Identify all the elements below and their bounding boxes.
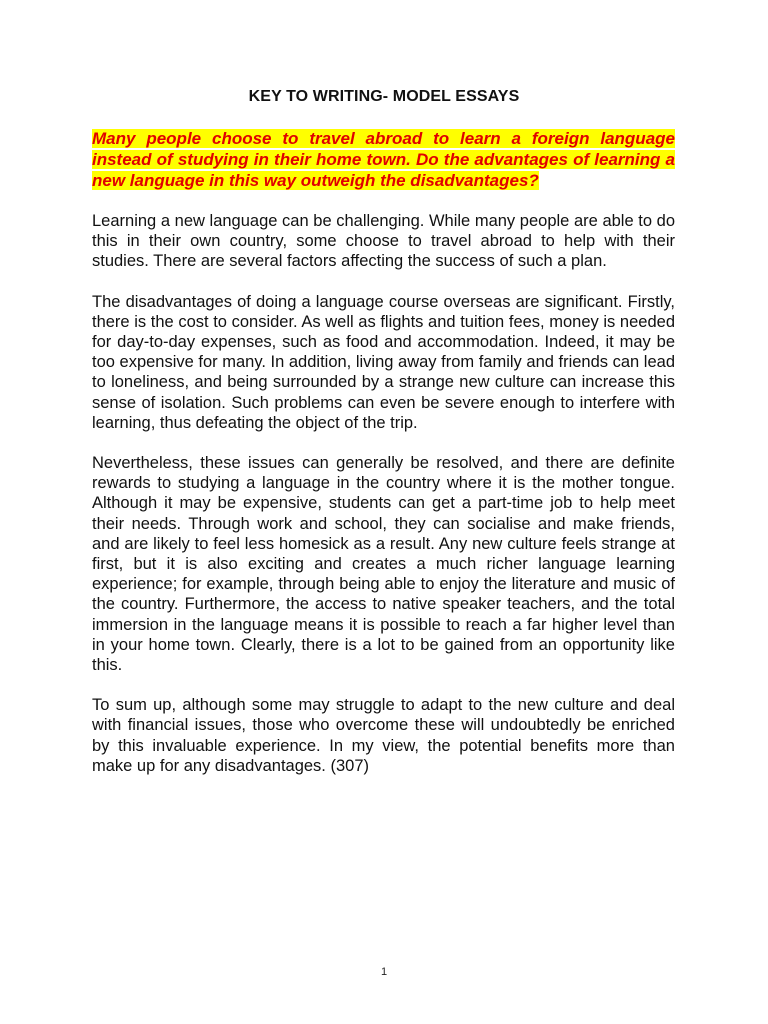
essay-paragraph-conclusion: To sum up, although some may struggle to adapt to the new culture and deal with financial issues, those who overcome these will undoubtedly be enriched by this invaluable experience. In my view, the potential benefits more than make up for any disadvantages. (307) [92, 696, 675, 775]
essay-paragraph-introduction: Learning a new language can be challenging. While many people are able to do this in their own country, some choose to travel abroad to help with their studies. There are several factors affecting the success of such a plan. [92, 212, 675, 271]
essay-question-text: Many people choose to travel abroad to learn a foreign language instead of studying in their home town. Do the advantages of learning a new language in this way outweigh the disadvantages? [92, 129, 675, 190]
essay-body [92, 211, 675, 796]
essay-question [92, 128, 675, 191]
page-number: 1 [380, 966, 388, 978]
essay-paragraph-disadvantages: The disadvantages of doing a language course overseas are significant. Firstly, there is the cost to consider. As well as flights and tuition fees, money is needed for day-to-day expenses, such as food and accommodation. Indeed, it may be too expensive for many. In addition, living away from family and friends can lead to loneliness, and being surrounded by a strange new culture can increase this sense of isolation. Such problems can even be severe enough to interfere with learning, thus defeating the object of the trip. [92, 292, 675, 432]
essay-paragraph-advantages: Nevertheless, these issues can generally be resolved, and there are definite rewards to studying a language in the country where it is the mother tongue. Although it may be expensive, students can get a part-time job to help meet their needs. Through work and school, they can socialise and make friends, and are likely to feel less homesick as a result. Any new culture feels strange at first, but it is also exciting and creates a much richer language learning experience; for example, through being able to enjoy the literature and music of the country. Furthermore, the access to native speaker teachers, and the total immersion in the language means it is possible to reach a far higher level than in your home town. Clearly, there is a lot to be gained from an opportunity like this. [92, 454, 675, 675]
document-title: KEY TO WRITING- MODEL ESSAYS [248, 88, 520, 105]
